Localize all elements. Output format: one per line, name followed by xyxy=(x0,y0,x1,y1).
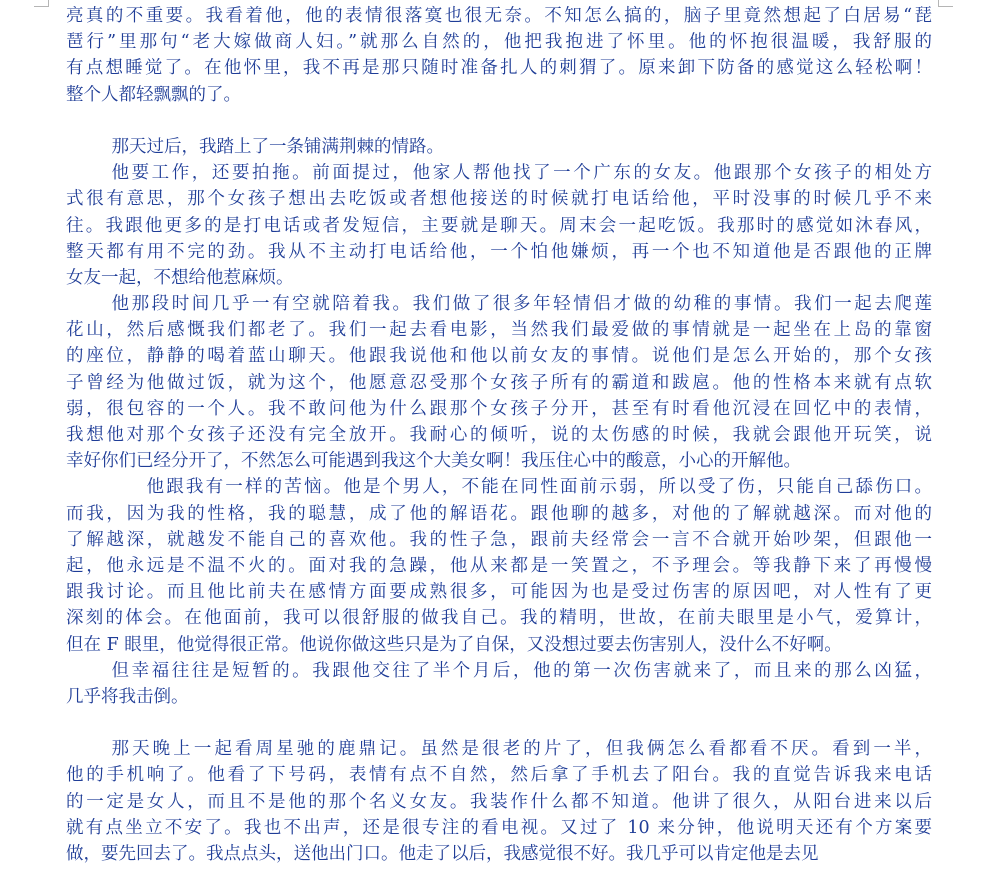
text-line: 幸好你们已经分开了，不然怎么可能遇到我这个大美女啊！我压住心中的酸意，小心的开解他。 xyxy=(66,451,801,472)
text-line: 的一定是女人，而且不是他的那个名义女友。我装作什么都不知道。他讲了很久，从阳台进来以后 xyxy=(66,791,932,812)
text-line: 女友一起，不想给他惹麻烦。 xyxy=(66,267,294,288)
document-body[interactable] xyxy=(66,3,932,867)
paragraph-6 xyxy=(66,658,932,710)
text-line: 深刻的体会。在他面前，我可以很舒服的做我自己。我的精明，世故，在前夫眼里是小气，爱算计， xyxy=(66,608,932,629)
text-line: 有点想睡觉了。在他怀里，我不再是那只随时准备扎人的刺猬了。原来卸下防备的感觉这么轻松啊！ xyxy=(66,58,932,79)
paragraph-1 xyxy=(66,3,932,108)
text-line: 但幸福往往是短暂的。我跟他交往了半个月后，他的第一次伤害就来了，而且来的那么凶猛， xyxy=(111,660,932,681)
paragraph-5 xyxy=(66,474,932,657)
text-line: 琶行”里那句“老大嫁做商人妇。”就那么自然的，他把我抱进了怀里。他的怀抱很温暖，我舒服的 xyxy=(66,32,932,53)
paragraph-4 xyxy=(66,291,932,474)
text-line: 起，他永远是不温不火的。面对我的急躁，他从来都是一笑置之，不予理会。等我静下来了再慢慢 xyxy=(66,555,932,576)
text-line: 那天晚上一起看周星驰的鹿鼎记。虽然是很老的片了，但我俩怎么看都看不厌。看到一半， xyxy=(111,739,932,760)
paragraph-2 xyxy=(66,134,932,160)
text-line: 我想他对那个女孩子还没有完全放开。我耐心的倾听，说的太伤感的时候，我就会跟他开玩笑，说 xyxy=(66,425,932,445)
text-line: 他要工作，还要拍拖。前面提过，他家人帮他找了一个广东的女友。他跟那个女孩子的相处方 xyxy=(111,163,932,184)
text-line: 他那段时间几乎一有空就陪着我。我们做了很多年轻情侣才做的幼稚的事情。我们一起去爬莲 xyxy=(111,294,932,315)
page-corner-mark-top-right xyxy=(938,0,953,7)
text-line: 他跟我有一样的苦恼。他是个男人，不能在同性面前示弱，所以受了伤，只能自己舔伤口。 xyxy=(146,477,932,498)
page-corner-mark-top-left xyxy=(34,0,49,7)
text-line: 做，要先回去了。我点点头，送他出门口。他走了以后，我感觉很不好。我几乎可以肯定他是去见 xyxy=(66,844,819,864)
text-line: 了解越深，就越发不能自己的喜欢他。我的性子急，跟前夫经常会一言不合就开始吵架，但跟他一 xyxy=(66,529,932,550)
text-line: 式很有意思，那个女孩子想出去吃饭或者想他接送的时候就打电话给他，平时没事的时候几乎不来 xyxy=(66,189,932,210)
blank-line xyxy=(66,710,932,736)
paragraph-7 xyxy=(66,736,932,867)
blank-line xyxy=(66,108,932,134)
text-line: 几乎将我击倒。 xyxy=(66,686,189,707)
text-line: 跟我讨论。而且他比前夫在感情方面要成熟很多，可能因为也是受过伤害的原因吧，对人性有了更 xyxy=(66,582,932,603)
text-line: 他的手机响了。他看了下号码，表情有点不自然，然后拿了手机去了阳台。我的直觉告诉我来电话 xyxy=(66,765,932,786)
text-line: 子曾经为他做过饭，就为这个，他愿意忍受那个女孩子所有的霸道和跋扈。他的性格本来就有点软 xyxy=(66,372,932,393)
paragraph-3 xyxy=(66,160,932,291)
text-line: 但在 F 眼里，他觉得很正常。他说你做这些只是为了自保，又没想过要去伤害别人，没什么不好啊。 xyxy=(66,634,842,655)
text-line: 那天过后，我踏上了一条铺满荆棘的情路。 xyxy=(111,136,444,157)
text-line: 往。我跟他更多的是打电话或者发短信，主要就是聊天。周末会一起吃饭。我那时的感觉如沐春风， xyxy=(66,215,932,236)
text-line: 亮真的不重要。我看着他，他的表情很落寞也很无奈。不知怎么搞的，脑子里竟然想起了白居易“琵 xyxy=(66,6,932,26)
text-line: 而我，因为我的性格，我的聪慧，成了他的解语花。跟他聊的越多，对他的了解就越深。而对他的 xyxy=(66,503,932,524)
text-line: 弱，很包容的一个人。我不敢问他为什么跟那个女孩子分开，甚至有时看他沉浸在回忆中的表情， xyxy=(66,398,932,419)
text-line: 整个人都轻飘飘的了。 xyxy=(66,84,241,105)
text-line: 就有点坐立不安了。我也不出声，还是很专注的看电视。又过了 10 来分钟，他说明天还有个方案要 xyxy=(66,817,932,838)
text-line: 花山，然后感慨我们都老了。我们一起去看电影，当然我们最爱做的事情就是一起坐在上岛的靠窗 xyxy=(66,320,932,341)
text-line: 的座位，静静的喝着蓝山聊天。他跟我说他和他以前女友的事情。说他们是怎么开始的，那个女孩 xyxy=(66,346,932,367)
text-line: 整天都有用不完的劲。我从不主动打电话给他，一个怕他嫌烦，再一个也不知道他是否跟他的正牌 xyxy=(66,241,932,262)
